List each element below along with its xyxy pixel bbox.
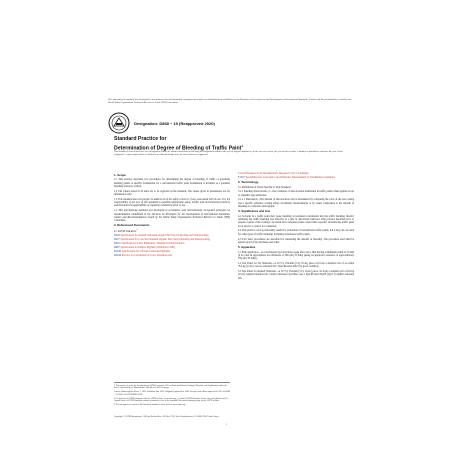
terminology-paragraph-3: 3.1.1.1 Discussion—The amount of discoloration can be determined by comparing the color of the test coating and a specific reference coating using colorimetric measurements or by visual comparison to the amount of bleeding in a reference photograph. xyxy=(238,198,354,209)
significance-paragraph-3: 4.3 Two basic procedures are described for measuring the amount of bleeding. The procedure used shall be agreed upon by the purchaser and seller. xyxy=(238,237,354,244)
apparatus-paragraph-2: 5.2 Test Panel for Tar Substrate—A 127 by 254-mm (5 by 10-in.) piece cut from a standard roll of so-called "6.4 kg (15-lb) coal-tar saturated felt" (Specification D227) in good condition. xyxy=(238,261,354,269)
page-number: 1 xyxy=(226,423,228,426)
scope-heading: 1. Scope xyxy=(114,172,126,177)
terminology-heading: 3. Terminology xyxy=(238,179,259,184)
terminology-paragraph-2: 3.1.1 bleeding characteristic, n—that condition of discoloration manifested in traffic paints when applied on tar or asphaltic-type substrates. xyxy=(238,190,354,197)
reference-item[interactable] xyxy=(114,250,230,253)
wto-notice: This international standard was developed in accordance with internationally recognized principles on standardization established in the Decision on Principles for the Development of International Standards, Guides and Recommendations issued by the World Trade Organization Technical Barriers to Trade (TBT) Committee. xyxy=(108,98,352,105)
reference-code[interactable]: D227 xyxy=(114,238,120,242)
title-line-1: Standard Practice for xyxy=(114,136,167,142)
designation: Designation: D868 − 15 (Reapproved 2020) xyxy=(134,121,215,126)
astm-standards-mark: 2 xyxy=(136,228,138,231)
significance-paragraph-2: 4.2 This practice can be particularly useful for evaluation of solventborne traffic paints, but it may also be used for other types of traffic markings including waterborne traffic paints. xyxy=(238,229,354,236)
scope-paragraph-3: 1.3 This standard does not purport to address all of the safety concerns, if any, associated with its use. It is the responsibility of the user of this standard to establish appropriate safety, health, and environmental practices and determine the applicability of regulatory limitations prior to use. xyxy=(114,197,230,208)
scope-paragraph-2: 1.2 The values stated in SI units are to be regarded as the standard. The values given in parentheses are for information only. xyxy=(114,189,230,197)
reference-title[interactable]: Classification for Dry Pigmentary Titanium Dioxide Products xyxy=(120,242,185,246)
significance-paragraph-1: 4.1 Solvents in a traffic paint may cause bleeding of pavement constituents into the traffic marking, thereby rendering the traffic marking less effective as a line or directional indicator. This practice describes how to prepare a panel of the coating to be tested and a reference panel coated with a specific solventborne traffic paint to be used as a control for evaluation. xyxy=(238,214,354,228)
reference-item[interactable] xyxy=(114,254,230,257)
reference-title[interactable]: Specification for Asphalt-Saturated Organic Felt Used in Roofing and Waterproofing xyxy=(120,234,209,238)
reference-title[interactable]: Test Method for Color and Color-Difference Measurement by Tristimulus Colorimetry xyxy=(245,175,336,179)
reference-item[interactable] xyxy=(114,238,230,241)
copyright-line: Copyright © ASTM International, 100 Barr Harbor Drive, PO Box C700, West Conshohocken, PA 19428-2959. United States xyxy=(114,416,219,418)
reference-code[interactable]: D667 xyxy=(114,246,120,250)
reference-title[interactable]: Practice for Calculation of Color Tolerances and xyxy=(121,254,172,258)
footnote-edition: Current edition approved June 1, 2020. Published June 2020. Originally approved in 1946. Last previous edition approved in 2015 as D868 – 15. DOI: 10.1520/D0868-15R20. xyxy=(114,391,230,396)
footnote-3: 3 The last approved version of this historical standard is referenced on www.astm.org. xyxy=(114,404,186,406)
apparatus-heading: 5. Apparatus xyxy=(238,244,256,249)
reference-item[interactable] xyxy=(238,172,354,175)
reference-code[interactable]: E1347 xyxy=(238,175,245,179)
apparatus-paragraph-3: 5.3 Test Panel for Asphalt Substrate—A 127 by 254-mm (5 by 10-in.) piece cut from a standard roll of 6.8 kg (15-lb) asphalt-saturated felt. Unless otherwise specified, use a Specification D228 (Type I) asphalt saturated felt. xyxy=(238,270,354,280)
reference-code[interactable]: D228 xyxy=(114,234,120,238)
scope-paragraph-1: 1.1 This practice describes two procedures for determining the degree of bleeding of traffic or pavement marking paints. A specific formulation for a solventborne traffic paint formulation is included as a potential bleeding reference control. xyxy=(114,178,230,188)
title-footnote-mark: 1 xyxy=(241,143,244,148)
footnote-1: 1 This practice is under the jurisdiction of ASTM Committee D01 on Paint and Related Coatings, Materials, and Applications and is the direct responsibility of Subcommittee D01.44 on Traffic Coatings. xyxy=(114,384,227,390)
astm-standards-intro xyxy=(114,229,230,233)
reference-title[interactable]: Specification for Coal-Tar-Saturated Organic Felt Used in Roofing and Waterproofing xyxy=(120,238,210,242)
terminology-paragraph-1: 3.1 Definitions of Terms Specific to This Standard: xyxy=(238,185,292,189)
reference-item[interactable] xyxy=(114,246,230,249)
document-title xyxy=(114,136,354,152)
footnotes xyxy=(114,382,230,408)
right-column xyxy=(238,172,354,281)
left-column xyxy=(114,172,230,258)
apparatus-paragraph-1: 5.1 Film Applicator—A conventional type drawdown gage that casts a film having a minimum width of 50 mm (2 in.) and an approximate wet thickness of 380 μm (15 mils) (using an applicator clearance of approximately 760 μm (30 mils)). xyxy=(238,250,354,261)
reference-item[interactable] xyxy=(114,234,230,237)
reference-code[interactable]: D2244 xyxy=(114,254,122,258)
reference-title[interactable]: Specification for Pumice Pigment (Withdrawn 1981) xyxy=(120,246,176,250)
reference-item[interactable] xyxy=(114,242,230,245)
astm-standards-label: 2.1 ASTM Standards: xyxy=(114,229,137,233)
reference-item[interactable] xyxy=(238,176,354,179)
significance-heading: 4. Significance and Use xyxy=(238,208,271,213)
standard-issue-note: This standard is issued under the fixed designation D868; the number immediately following the designation indicates the year of original adoption or, in the case of revision, the year of last revision. A number in parentheses indicates the year of last reapproval. A superscript epsilon (ε) indicates an editorial change since the last revision or reapproval. xyxy=(114,151,343,156)
astm-logo-icon xyxy=(108,112,130,134)
title-main: Determination of Degree of Bleeding of Traffic Paint xyxy=(114,145,242,152)
footnote-2: 2 For referenced ASTM standards, visit the ASTM website, www.astm.org, or contact ASTM Customer Service at service@astm.org. For Annual Book of ASTM Standards volume information, refer to the standard's Document Summary page on the ASTM website. xyxy=(114,397,229,403)
scope-paragraph-4: 1.4 This international standard was developed in accordance with internationally recognized principles on standardization established in the Decision on Principles for the Development of International Standards, Guides and Recommendations issued by the World Trade Organization Technical Barriers to Trade (TBT) Committee. xyxy=(114,209,230,223)
reference-code[interactable]: D1199 xyxy=(114,250,121,254)
reference-code[interactable]: D470 xyxy=(114,242,120,246)
reference-title[interactable]: Color Differences from Instrumentally Measured Color Coordinates xyxy=(238,172,309,175)
reference-title[interactable]: Specification for Calcium Carbonate Pigments xyxy=(121,250,171,254)
referenced-docs-heading: 2. Referenced Documents xyxy=(114,223,150,228)
